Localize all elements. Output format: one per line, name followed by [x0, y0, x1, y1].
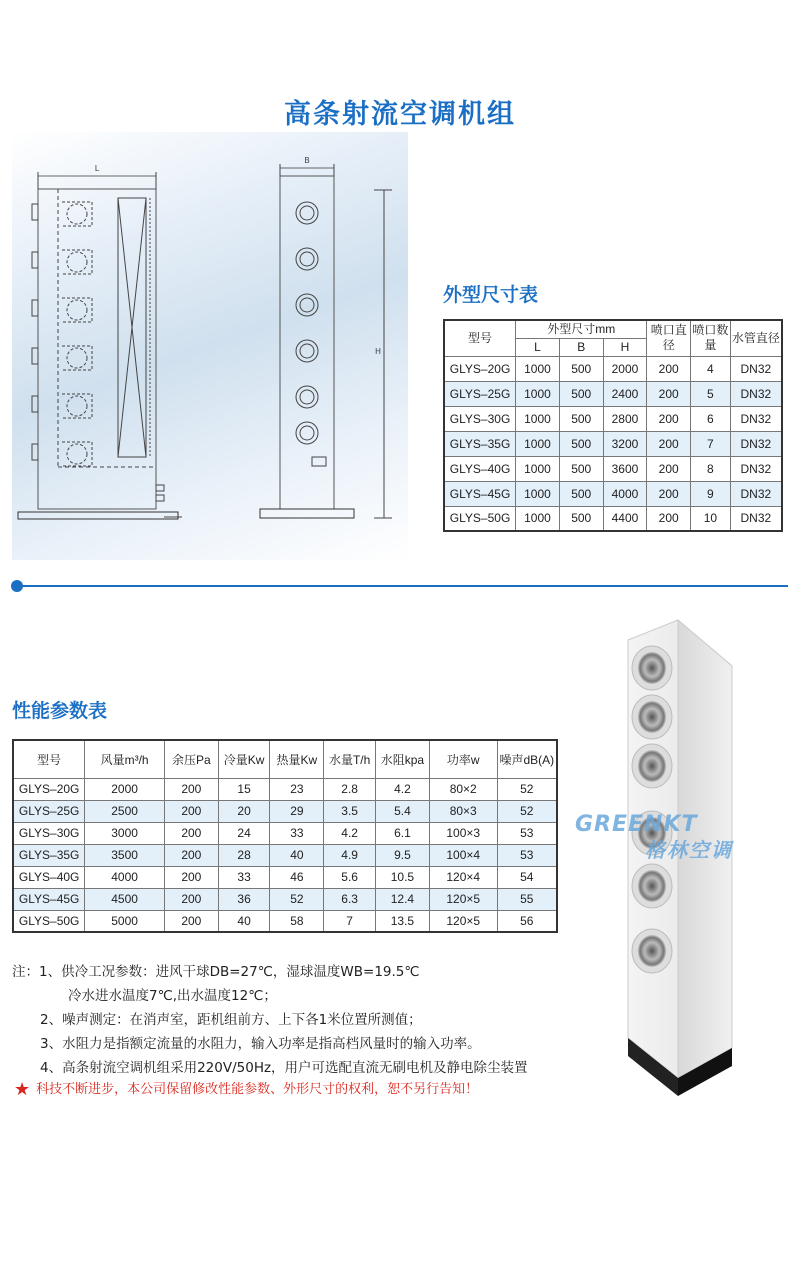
table-cell: 1000: [516, 356, 560, 381]
table-cell: 36: [218, 888, 270, 910]
table-row: [444, 481, 782, 506]
table-cell: 33: [218, 866, 270, 888]
table-cell: 12.4: [376, 888, 430, 910]
table-row: [13, 822, 557, 844]
table-cell: 2.8: [324, 778, 376, 800]
table-cell: 1000: [516, 431, 560, 456]
header-h: H: [603, 338, 647, 356]
table-cell: 6.1: [376, 822, 430, 844]
table-cell: 5: [691, 381, 731, 406]
table-cell: 46: [270, 866, 324, 888]
star-icon: ★: [14, 1079, 31, 1100]
logo-en: GREENKT: [575, 812, 698, 837]
table-cell: 3000: [85, 822, 165, 844]
table-cell: 2000: [603, 356, 647, 381]
table-cell: 4: [691, 356, 731, 381]
table-cell: GLYS–40G: [444, 456, 516, 481]
table-cell: 2500: [85, 800, 165, 822]
table-cell: 100×3: [429, 822, 497, 844]
header-model: 型号: [444, 320, 516, 356]
table-cell: 200: [647, 456, 691, 481]
table-cell: GLYS–35G: [444, 431, 516, 456]
table-cell: 24: [218, 822, 270, 844]
table-cell: 1000: [516, 406, 560, 431]
label-b: B: [304, 156, 310, 165]
table-cell: 200: [647, 356, 691, 381]
table-cell: 200: [164, 910, 218, 932]
table-cell: 500: [559, 381, 603, 406]
table-cell: 1000: [516, 481, 560, 506]
divider-dot: [11, 580, 23, 592]
table-row: [13, 844, 557, 866]
header-cell: 风量m³/h: [85, 740, 165, 778]
dimension-heading: 外型尺寸表: [443, 284, 539, 306]
header-cell: 水量T/h: [324, 740, 376, 778]
logo-cn: 格林空调: [645, 838, 733, 862]
table-cell: 6.3: [324, 888, 376, 910]
table-cell: 4500: [85, 888, 165, 910]
table-cell: 5.4: [376, 800, 430, 822]
section-divider: [12, 585, 788, 587]
table-cell: 23: [270, 778, 324, 800]
table-cell: GLYS–30G: [444, 406, 516, 431]
table-cell: 3.5: [324, 800, 376, 822]
table-cell: 52: [497, 800, 557, 822]
table-cell: 4.2: [324, 822, 376, 844]
table-cell: 500: [559, 506, 603, 531]
header-cell: 功率w: [429, 740, 497, 778]
table-cell: DN32: [730, 506, 782, 531]
table-cell: 120×4: [429, 866, 497, 888]
table-cell: 4400: [603, 506, 647, 531]
table-cell: 29: [270, 800, 324, 822]
table-cell: GLYS–50G: [444, 506, 516, 531]
table-cell: 13.5: [376, 910, 430, 932]
table-cell: 40: [270, 844, 324, 866]
table-cell: 9: [691, 481, 731, 506]
dimension-drawing: [12, 132, 408, 560]
table-cell: 4000: [603, 481, 647, 506]
table-cell: 200: [164, 844, 218, 866]
header-cell: 冷量Kw: [218, 740, 270, 778]
table-cell: 500: [559, 406, 603, 431]
table-cell: DN32: [730, 406, 782, 431]
table-cell: 500: [559, 431, 603, 456]
table-row: [444, 381, 782, 406]
table-cell: 120×5: [429, 888, 497, 910]
table-cell: 80×3: [429, 800, 497, 822]
header-nozzle-quantity: 喷口数量: [691, 320, 731, 356]
table-cell: GLYS–25G: [13, 800, 85, 822]
header-cell: 余压Pa: [164, 740, 218, 778]
table-cell: 500: [559, 356, 603, 381]
table-cell: 4000: [85, 866, 165, 888]
header-nozzle-diameter: 喷口直径: [647, 320, 691, 356]
disclaimer-text: 科技不断进步，本公司保留修改性能参数、外形尺寸的权利，恕不另行告知！: [36, 1082, 479, 1097]
table-cell: 500: [559, 456, 603, 481]
table-cell: 8: [691, 456, 731, 481]
note-4: 4、高条射流空调机组采用220V/50Hz，用户可选配直流无刷电机及静电除尘装置: [40, 1060, 528, 1076]
table-cell: 1000: [516, 381, 560, 406]
note-2: 2、噪声测定：在消声室，距机组前方、上下各1米位置所测值；: [40, 1012, 422, 1028]
table-row: [444, 456, 782, 481]
table-cell: DN32: [730, 381, 782, 406]
header-cell: 型号: [13, 740, 85, 778]
table-row: [13, 888, 557, 910]
table-cell: 200: [647, 506, 691, 531]
performance-heading: 性能参数表: [12, 700, 108, 722]
table-cell: DN32: [730, 356, 782, 381]
table-row: [444, 406, 782, 431]
table-cell: GLYS–50G: [13, 910, 85, 932]
table-cell: 2800: [603, 406, 647, 431]
table-cell: 200: [164, 888, 218, 910]
table-cell: 52: [497, 778, 557, 800]
table-cell: 40: [218, 910, 270, 932]
table-cell: 100×4: [429, 844, 497, 866]
table-cell: 3200: [603, 431, 647, 456]
page-title: 高条射流空调机组: [284, 99, 516, 130]
table-cell: DN32: [730, 456, 782, 481]
table-cell: 200: [647, 481, 691, 506]
table-cell: 5000: [85, 910, 165, 932]
table-cell: 54: [497, 866, 557, 888]
header-b: B: [559, 338, 603, 356]
table-cell: 200: [647, 431, 691, 456]
table-cell: GLYS–35G: [13, 844, 85, 866]
table-cell: 200: [647, 406, 691, 431]
header-cell: 噪声dB(A): [497, 740, 557, 778]
table-cell: 500: [559, 481, 603, 506]
table-cell: 58: [270, 910, 324, 932]
label-h: H: [374, 347, 382, 356]
table-row: [13, 778, 557, 800]
table-cell: 28: [218, 844, 270, 866]
table-cell: 9.5: [376, 844, 430, 866]
table-cell: 5.6: [324, 866, 376, 888]
table-cell: 200: [164, 778, 218, 800]
table-cell: 6: [691, 406, 731, 431]
table-cell: 15: [218, 778, 270, 800]
table-cell: 4.9: [324, 844, 376, 866]
table-row: [444, 506, 782, 531]
table-cell: GLYS–25G: [444, 381, 516, 406]
table-cell: 55: [497, 888, 557, 910]
table-cell: 20: [218, 800, 270, 822]
table-cell: GLYS–40G: [13, 866, 85, 888]
table-row: [13, 866, 557, 888]
table-cell: 2000: [85, 778, 165, 800]
performance-table: [12, 739, 558, 933]
table-cell: GLYS–30G: [13, 822, 85, 844]
table-cell: 52: [270, 888, 324, 910]
table-cell: GLYS–20G: [13, 778, 85, 800]
table-cell: GLYS–20G: [444, 356, 516, 381]
disclaimer: [14, 1078, 478, 1100]
table-cell: 200: [164, 822, 218, 844]
table-cell: GLYS–45G: [444, 481, 516, 506]
table-cell: 4.2: [376, 778, 430, 800]
table-cell: GLYS–45G: [13, 888, 85, 910]
table-cell: 1000: [516, 456, 560, 481]
notes: [12, 960, 528, 1080]
table-cell: DN32: [730, 431, 782, 456]
table-cell: 3600: [603, 456, 647, 481]
note-1: 注：1、供冷工况参数：进风干球DB=27℃，湿球温度WB=19.5℃: [12, 964, 420, 980]
table-cell: DN32: [730, 481, 782, 506]
table-cell: 2400: [603, 381, 647, 406]
table-cell: 120×5: [429, 910, 497, 932]
table-cell: 10: [691, 506, 731, 531]
table-cell: 80×2: [429, 778, 497, 800]
table-cell: 1000: [516, 506, 560, 531]
table-cell: 7: [691, 431, 731, 456]
table-cell: 53: [497, 844, 557, 866]
dimension-table: [443, 319, 783, 532]
table-row: [444, 356, 782, 381]
header-cell: 热量Kw: [270, 740, 324, 778]
table-row: [13, 910, 557, 932]
table-cell: 53: [497, 822, 557, 844]
table-cell: 3500: [85, 844, 165, 866]
table-cell: 7: [324, 910, 376, 932]
table-cell: 200: [647, 381, 691, 406]
table-cell: 33: [270, 822, 324, 844]
header-outer-size: 外型尺寸mm: [516, 320, 647, 338]
header-water-pipe: 水管直径: [730, 320, 782, 356]
brand-logo: [575, 812, 775, 862]
table-cell: 200: [164, 866, 218, 888]
table-cell: 56: [497, 910, 557, 932]
table-row: [13, 800, 557, 822]
label-l: L: [94, 164, 100, 173]
table-cell: 200: [164, 800, 218, 822]
note-1b: 冷水进水温度7℃,出水温度12℃；: [68, 988, 277, 1004]
header-cell: 水阻kpa: [376, 740, 430, 778]
header-l: L: [516, 338, 560, 356]
note-3: 3、水阻力是指额定流量的水阻力，输入功率是指高档风量时的输入功率。: [40, 1036, 481, 1052]
table-row: [444, 431, 782, 456]
table-cell: 10.5: [376, 866, 430, 888]
